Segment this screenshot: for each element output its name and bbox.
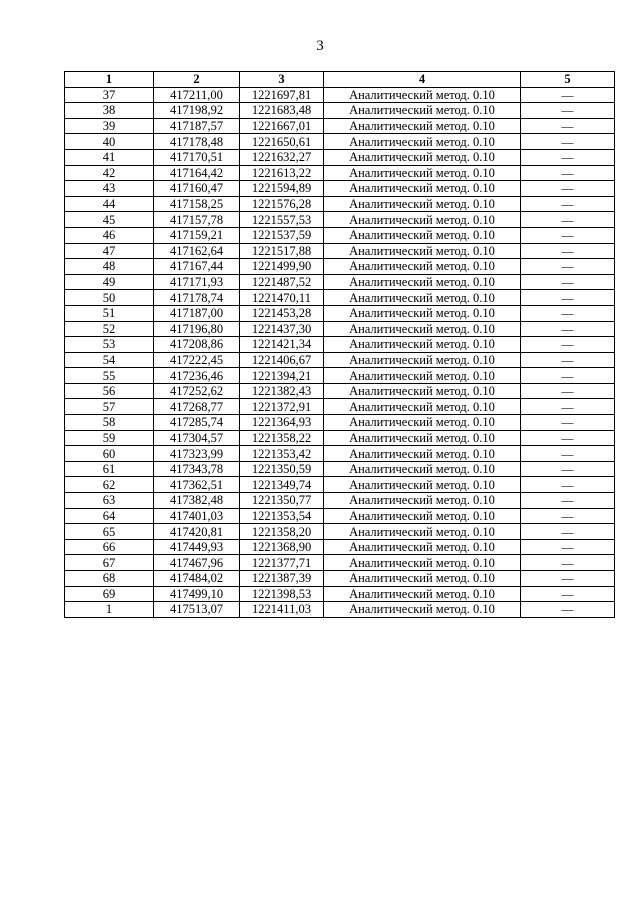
note-cell: — xyxy=(521,259,615,275)
y-coordinate-cell: 1221499,90 xyxy=(240,259,324,275)
method-cell: Аналитический метод. 0.10 xyxy=(324,493,521,509)
x-coordinate-cell: 417160,47 xyxy=(154,181,240,197)
y-coordinate-cell: 1221576,28 xyxy=(240,196,324,212)
method-cell: Аналитический метод. 0.10 xyxy=(324,539,521,555)
table-row xyxy=(65,415,615,431)
point-number-cell: 57 xyxy=(65,399,154,415)
y-coordinate-cell: 1221437,30 xyxy=(240,321,324,337)
x-coordinate-cell: 417449,93 xyxy=(154,539,240,555)
note-cell: — xyxy=(521,274,615,290)
table-row xyxy=(65,243,615,259)
method-cell: Аналитический метод. 0.10 xyxy=(324,212,521,228)
method-cell: Аналитический метод. 0.10 xyxy=(324,555,521,571)
method-cell: Аналитический метод. 0.10 xyxy=(324,118,521,134)
x-coordinate-cell: 417171,93 xyxy=(154,274,240,290)
table-row xyxy=(65,477,615,493)
y-coordinate-cell: 1221394,21 xyxy=(240,368,324,384)
y-coordinate-cell: 1221632,27 xyxy=(240,149,324,165)
method-cell: Аналитический метод. 0.10 xyxy=(324,586,521,602)
note-cell: — xyxy=(521,430,615,446)
method-cell: Аналитический метод. 0.10 xyxy=(324,524,521,540)
x-coordinate-cell: 417382,48 xyxy=(154,493,240,509)
table-row xyxy=(65,118,615,134)
table-row xyxy=(65,539,615,555)
method-cell: Аналитический метод. 0.10 xyxy=(324,196,521,212)
y-coordinate-cell: 1221350,77 xyxy=(240,493,324,509)
header-cell-2: 2 xyxy=(154,72,240,88)
point-number-cell: 68 xyxy=(65,571,154,587)
point-number-cell: 38 xyxy=(65,103,154,119)
x-coordinate-cell: 417513,07 xyxy=(154,602,240,618)
note-cell: — xyxy=(521,383,615,399)
y-coordinate-cell: 1221358,22 xyxy=(240,430,324,446)
note-cell: — xyxy=(521,415,615,431)
y-coordinate-cell: 1221350,59 xyxy=(240,461,324,477)
point-number-cell: 43 xyxy=(65,181,154,197)
note-cell: — xyxy=(521,337,615,353)
method-cell: Аналитический метод. 0.10 xyxy=(324,134,521,150)
y-coordinate-cell: 1221517,88 xyxy=(240,243,324,259)
y-coordinate-cell: 1221364,93 xyxy=(240,415,324,431)
y-coordinate-cell: 1221557,53 xyxy=(240,212,324,228)
y-coordinate-cell: 1221358,20 xyxy=(240,524,324,540)
y-coordinate-cell: 1221453,28 xyxy=(240,305,324,321)
y-coordinate-cell: 1221387,39 xyxy=(240,571,324,587)
x-coordinate-cell: 417304,57 xyxy=(154,430,240,446)
table-row xyxy=(65,274,615,290)
point-number-cell: 41 xyxy=(65,149,154,165)
y-coordinate-cell: 1221368,90 xyxy=(240,539,324,555)
y-coordinate-cell: 1221667,01 xyxy=(240,118,324,134)
table-row xyxy=(65,352,615,368)
table-row xyxy=(65,259,615,275)
table-body xyxy=(65,87,615,617)
note-cell: — xyxy=(521,508,615,524)
x-coordinate-cell: 417268,77 xyxy=(154,399,240,415)
y-coordinate-cell: 1221353,42 xyxy=(240,446,324,462)
point-number-cell: 66 xyxy=(65,539,154,555)
method-cell: Аналитический метод. 0.10 xyxy=(324,477,521,493)
table-row xyxy=(65,383,615,399)
method-cell: Аналитический метод. 0.10 xyxy=(324,103,521,119)
point-number-cell: 58 xyxy=(65,415,154,431)
point-number-cell: 69 xyxy=(65,586,154,602)
method-cell: Аналитический метод. 0.10 xyxy=(324,181,521,197)
x-coordinate-cell: 417211,00 xyxy=(154,87,240,103)
method-cell: Аналитический метод. 0.10 xyxy=(324,305,521,321)
table-row xyxy=(65,555,615,571)
table-row xyxy=(65,337,615,353)
note-cell: — xyxy=(521,493,615,509)
x-coordinate-cell: 417499,10 xyxy=(154,586,240,602)
table-row xyxy=(65,493,615,509)
point-number-cell: 59 xyxy=(65,430,154,446)
y-coordinate-cell: 1221697,81 xyxy=(240,87,324,103)
note-cell: — xyxy=(521,118,615,134)
x-coordinate-cell: 417170,51 xyxy=(154,149,240,165)
point-number-cell: 63 xyxy=(65,493,154,509)
y-coordinate-cell: 1221421,34 xyxy=(240,337,324,353)
note-cell: — xyxy=(521,290,615,306)
method-cell: Аналитический метод. 0.10 xyxy=(324,368,521,384)
y-coordinate-cell: 1221613,22 xyxy=(240,165,324,181)
note-cell: — xyxy=(521,196,615,212)
header-cell-3: 3 xyxy=(240,72,324,88)
table-row xyxy=(65,321,615,337)
note-cell: — xyxy=(521,555,615,571)
point-number-cell: 53 xyxy=(65,337,154,353)
x-coordinate-cell: 417236,46 xyxy=(154,368,240,384)
table-row xyxy=(65,508,615,524)
x-coordinate-cell: 417162,64 xyxy=(154,243,240,259)
note-cell: — xyxy=(521,477,615,493)
x-coordinate-cell: 417343,78 xyxy=(154,461,240,477)
table-row xyxy=(65,212,615,228)
x-coordinate-cell: 417285,74 xyxy=(154,415,240,431)
table-row xyxy=(65,602,615,618)
point-number-cell: 61 xyxy=(65,461,154,477)
coordinates-table xyxy=(64,71,615,618)
point-number-cell: 55 xyxy=(65,368,154,384)
note-cell: — xyxy=(521,181,615,197)
y-coordinate-cell: 1221594,89 xyxy=(240,181,324,197)
y-coordinate-cell: 1221650,61 xyxy=(240,134,324,150)
table-row xyxy=(65,446,615,462)
note-cell: — xyxy=(521,571,615,587)
table-row xyxy=(65,181,615,197)
method-cell: Аналитический метод. 0.10 xyxy=(324,461,521,477)
method-cell: Аналитический метод. 0.10 xyxy=(324,352,521,368)
table-row xyxy=(65,87,615,103)
note-cell: — xyxy=(521,305,615,321)
x-coordinate-cell: 417362,51 xyxy=(154,477,240,493)
y-coordinate-cell: 1221487,52 xyxy=(240,274,324,290)
point-number-cell: 48 xyxy=(65,259,154,275)
method-cell: Аналитический метод. 0.10 xyxy=(324,508,521,524)
point-number-cell: 46 xyxy=(65,227,154,243)
header-cell-1: 1 xyxy=(65,72,154,88)
header-cell-5: 5 xyxy=(521,72,615,88)
point-number-cell: 49 xyxy=(65,274,154,290)
method-cell: Аналитический метод. 0.10 xyxy=(324,149,521,165)
point-number-cell: 39 xyxy=(65,118,154,134)
x-coordinate-cell: 417157,78 xyxy=(154,212,240,228)
table-header xyxy=(65,72,615,88)
table-row xyxy=(65,149,615,165)
note-cell: — xyxy=(521,243,615,259)
method-cell: Аналитический метод. 0.10 xyxy=(324,227,521,243)
table-row xyxy=(65,430,615,446)
table-row xyxy=(65,571,615,587)
method-cell: Аналитический метод. 0.10 xyxy=(324,321,521,337)
point-number-cell: 47 xyxy=(65,243,154,259)
y-coordinate-cell: 1221470,11 xyxy=(240,290,324,306)
x-coordinate-cell: 417401,03 xyxy=(154,508,240,524)
note-cell: — xyxy=(521,134,615,150)
table-row xyxy=(65,103,615,119)
note-cell: — xyxy=(521,321,615,337)
table-row xyxy=(65,227,615,243)
point-number-cell: 37 xyxy=(65,87,154,103)
point-number-cell: 44 xyxy=(65,196,154,212)
note-cell: — xyxy=(521,149,615,165)
method-cell: Аналитический метод. 0.10 xyxy=(324,243,521,259)
y-coordinate-cell: 1221683,48 xyxy=(240,103,324,119)
table-row xyxy=(65,196,615,212)
table-row xyxy=(65,524,615,540)
note-cell: — xyxy=(521,165,615,181)
x-coordinate-cell: 417208,86 xyxy=(154,337,240,353)
method-cell: Аналитический метод. 0.10 xyxy=(324,430,521,446)
header-cell-4: 4 xyxy=(324,72,521,88)
note-cell: — xyxy=(521,352,615,368)
method-cell: Аналитический метод. 0.10 xyxy=(324,87,521,103)
y-coordinate-cell: 1221398,53 xyxy=(240,586,324,602)
point-number-cell: 45 xyxy=(65,212,154,228)
page-number: 3 xyxy=(316,38,324,54)
note-cell: — xyxy=(521,399,615,415)
point-number-cell: 62 xyxy=(65,477,154,493)
x-coordinate-cell: 417323,99 xyxy=(154,446,240,462)
note-cell: — xyxy=(521,368,615,384)
note-cell: — xyxy=(521,87,615,103)
x-coordinate-cell: 417187,57 xyxy=(154,118,240,134)
x-coordinate-cell: 417420,81 xyxy=(154,524,240,540)
x-coordinate-cell: 417484,02 xyxy=(154,571,240,587)
x-coordinate-cell: 417178,74 xyxy=(154,290,240,306)
y-coordinate-cell: 1221411,03 xyxy=(240,602,324,618)
table-row xyxy=(65,305,615,321)
x-coordinate-cell: 417167,44 xyxy=(154,259,240,275)
method-cell: Аналитический метод. 0.10 xyxy=(324,337,521,353)
note-cell: — xyxy=(521,227,615,243)
x-coordinate-cell: 417467,96 xyxy=(154,555,240,571)
method-cell: Аналитический метод. 0.10 xyxy=(324,165,521,181)
table-row xyxy=(65,165,615,181)
table-row xyxy=(65,399,615,415)
point-number-cell: 42 xyxy=(65,165,154,181)
note-cell: — xyxy=(521,524,615,540)
x-coordinate-cell: 417178,48 xyxy=(154,134,240,150)
x-coordinate-cell: 417158,25 xyxy=(154,196,240,212)
point-number-cell: 54 xyxy=(65,352,154,368)
x-coordinate-cell: 417196,80 xyxy=(154,321,240,337)
note-cell: — xyxy=(521,602,615,618)
note-cell: — xyxy=(521,539,615,555)
table-row xyxy=(65,134,615,150)
method-cell: Аналитический метод. 0.10 xyxy=(324,415,521,431)
note-cell: — xyxy=(521,586,615,602)
table-row xyxy=(65,461,615,477)
point-number-cell: 64 xyxy=(65,508,154,524)
x-coordinate-cell: 417198,92 xyxy=(154,103,240,119)
table-row xyxy=(65,368,615,384)
table-row xyxy=(65,290,615,306)
y-coordinate-cell: 1221372,91 xyxy=(240,399,324,415)
y-coordinate-cell: 1221406,67 xyxy=(240,352,324,368)
header-row xyxy=(65,72,615,88)
x-coordinate-cell: 417222,45 xyxy=(154,352,240,368)
method-cell: Аналитический метод. 0.10 xyxy=(324,274,521,290)
point-number-cell: 50 xyxy=(65,290,154,306)
method-cell: Аналитический метод. 0.10 xyxy=(324,259,521,275)
x-coordinate-cell: 417164,42 xyxy=(154,165,240,181)
method-cell: Аналитический метод. 0.10 xyxy=(324,446,521,462)
point-number-cell: 51 xyxy=(65,305,154,321)
y-coordinate-cell: 1221537,59 xyxy=(240,227,324,243)
point-number-cell: 56 xyxy=(65,383,154,399)
point-number-cell: 67 xyxy=(65,555,154,571)
method-cell: Аналитический метод. 0.10 xyxy=(324,602,521,618)
note-cell: — xyxy=(521,103,615,119)
note-cell: — xyxy=(521,212,615,228)
y-coordinate-cell: 1221382,43 xyxy=(240,383,324,399)
method-cell: Аналитический метод. 0.10 xyxy=(324,383,521,399)
method-cell: Аналитический метод. 0.10 xyxy=(324,399,521,415)
point-number-cell: 52 xyxy=(65,321,154,337)
x-coordinate-cell: 417187,00 xyxy=(154,305,240,321)
y-coordinate-cell: 1221377,71 xyxy=(240,555,324,571)
point-number-cell: 40 xyxy=(65,134,154,150)
y-coordinate-cell: 1221349,74 xyxy=(240,477,324,493)
point-number-cell: 60 xyxy=(65,446,154,462)
note-cell: — xyxy=(521,446,615,462)
method-cell: Аналитический метод. 0.10 xyxy=(324,290,521,306)
x-coordinate-cell: 417252,62 xyxy=(154,383,240,399)
y-coordinate-cell: 1221353,54 xyxy=(240,508,324,524)
point-number-cell: 1 xyxy=(65,602,154,618)
x-coordinate-cell: 417159,21 xyxy=(154,227,240,243)
method-cell: Аналитический метод. 0.10 xyxy=(324,571,521,587)
note-cell: — xyxy=(521,461,615,477)
table-row xyxy=(65,586,615,602)
point-number-cell: 65 xyxy=(65,524,154,540)
